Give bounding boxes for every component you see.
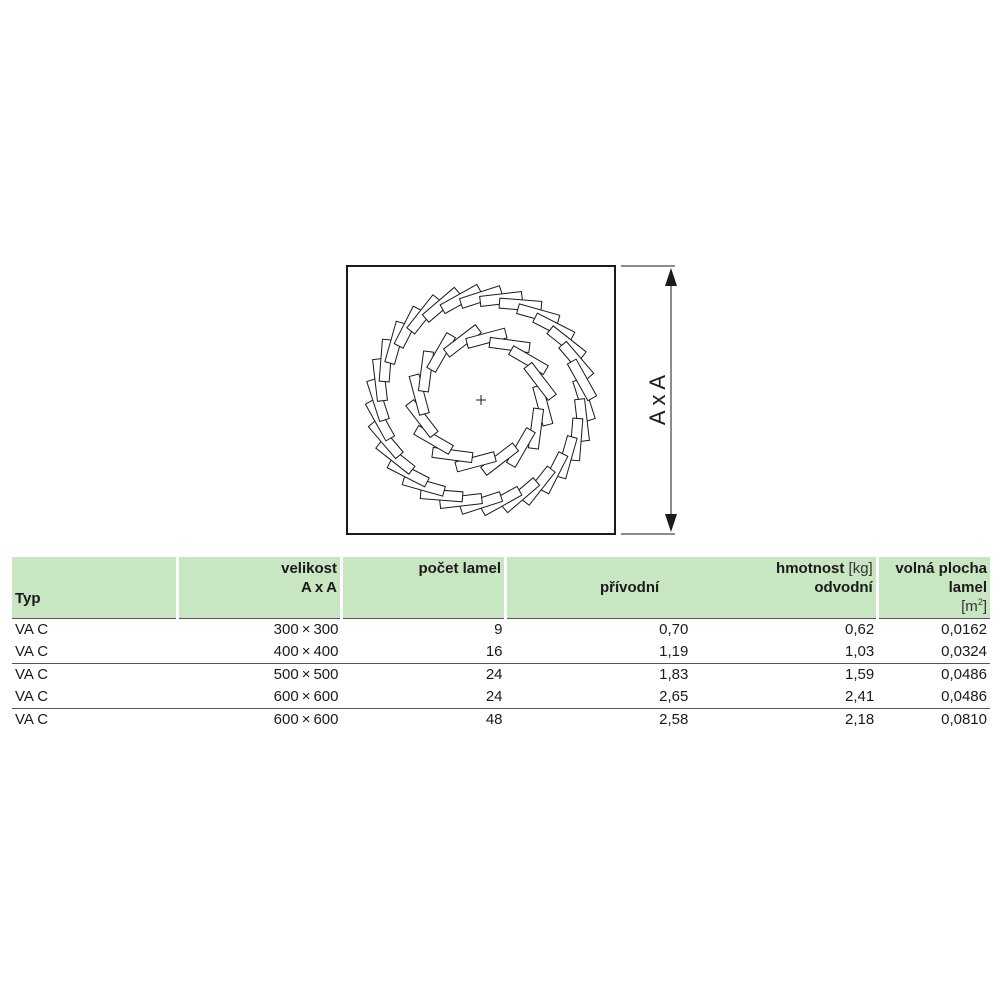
cell-odvodni: 2,41 xyxy=(845,688,875,705)
cell-velikost: 500 × 500 xyxy=(178,664,342,687)
table-row xyxy=(12,641,990,664)
header-plocha-line1: volná plocha xyxy=(895,560,987,577)
header-plocha-unit-sup: 2 xyxy=(977,597,983,607)
cell-privodni: 1,83 xyxy=(506,664,692,687)
header-plocha xyxy=(877,557,990,619)
cell-odvodni: 0,62 xyxy=(691,619,877,642)
blade xyxy=(418,351,433,392)
cell-odvodni: 1,59 xyxy=(691,664,877,687)
table-row xyxy=(12,709,990,732)
table-row xyxy=(12,664,990,687)
cell-odvodni: 2,18 xyxy=(691,709,877,732)
cell-velikost: 300 × 300 xyxy=(178,619,342,642)
header-velikost-line1: velikost xyxy=(281,560,337,577)
blade xyxy=(528,408,543,449)
header-hmotnost-unit: [kg] xyxy=(848,560,873,577)
cell-privodni: 2,65 xyxy=(659,688,689,705)
cell-typ: VA C xyxy=(12,709,178,732)
spec-table xyxy=(12,557,990,731)
header-plocha-unit xyxy=(882,597,987,616)
cell-velikost: 400 × 400 xyxy=(273,643,339,660)
cell-pocet: 16 xyxy=(485,643,503,660)
header-privodni: přívodní xyxy=(600,579,660,596)
cell-pocet: 9 xyxy=(342,619,506,642)
cell-plocha: 0,0324 xyxy=(941,643,987,660)
cell-plocha: 0,0810 xyxy=(877,709,990,732)
cell-pocet: 24 xyxy=(485,688,503,705)
center-mark xyxy=(476,395,486,405)
cell-pocet: 48 xyxy=(342,709,506,732)
header-velikost-line2: A x A xyxy=(300,579,337,596)
cell-typ: VA C xyxy=(12,619,178,642)
cell-typ: VA C xyxy=(12,664,178,687)
cell-velikost: 600 × 600 xyxy=(273,688,339,705)
header-velikost xyxy=(178,557,342,619)
header-hmotnost-label: hmotnost xyxy=(776,560,845,577)
header-plocha-line2: lamel xyxy=(948,579,987,596)
header-plocha-unit-close: ] xyxy=(982,598,987,615)
table-header-row xyxy=(12,557,990,619)
cell-typ: VA C xyxy=(15,688,49,705)
blade xyxy=(432,447,473,462)
cell-typ: VA C xyxy=(15,643,49,660)
header-pocet-label: počet lamel xyxy=(418,560,501,577)
header-pocet xyxy=(342,557,506,619)
blade xyxy=(489,337,530,352)
cell-privodni: 0,70 xyxy=(506,619,692,642)
header-odvodni: odvodní xyxy=(814,579,873,596)
cell-velikost: 600 × 600 xyxy=(178,709,342,732)
cell-plocha: 0,0162 xyxy=(877,619,990,642)
header-typ: Typ xyxy=(12,557,178,619)
cell-pocet: 24 xyxy=(342,664,506,687)
table-row xyxy=(12,619,990,642)
header-hmotnost-title xyxy=(510,559,873,578)
table-row xyxy=(12,686,990,709)
diffuser-drawing xyxy=(330,255,690,545)
table-body xyxy=(12,619,990,732)
cell-odvodni: 1,03 xyxy=(845,643,875,660)
cell-privodni: 2,58 xyxy=(506,709,692,732)
cell-plocha: 0,0486 xyxy=(877,664,990,687)
cell-plocha: 0,0486 xyxy=(941,688,987,705)
dimension-label: A x A xyxy=(645,374,670,426)
cell-privodni: 1,19 xyxy=(659,643,689,660)
header-hmotnost xyxy=(506,557,878,619)
header-plocha-unit-open: [m xyxy=(961,598,978,615)
